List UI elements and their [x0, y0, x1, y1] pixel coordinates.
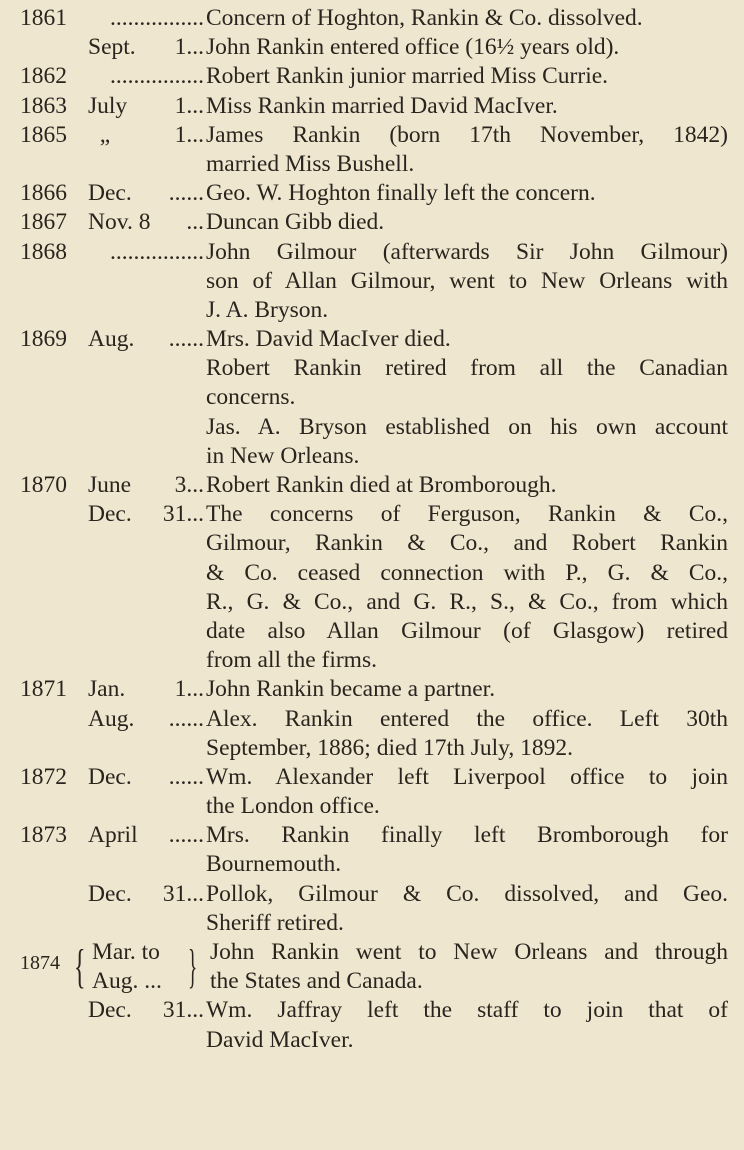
entry-line: [0, 500, 744, 529]
entry-day-leader: ......: [168, 822, 204, 849]
entry-text: in New Orleans.: [206, 442, 360, 469]
entry-text: Robert Rankin died at Bromborough.: [206, 472, 557, 498]
entry-year: 1874: [20, 952, 60, 974]
entry-line: [0, 442, 744, 471]
chronology-page: [0, 4, 744, 1055]
entry-line: [0, 208, 744, 237]
entry-text: the London office.: [206, 793, 380, 820]
entry-month: Dec.: [88, 763, 132, 790]
entry-day-leader: 31...: [162, 501, 204, 528]
entry-text: Robert Rankin junior married Miss Currie.: [206, 63, 609, 90]
entry-text: Bournemouth.: [206, 851, 342, 878]
entry-year: 1871: [20, 676, 67, 703]
entry-day-leader: ......: [168, 763, 204, 790]
chronology-entry: [0, 413, 744, 471]
entry-day-leader: 1...: [174, 121, 204, 148]
entry-line: [0, 62, 744, 91]
chronology-entry: [0, 471, 744, 500]
entry-month: Aug.: [88, 326, 135, 353]
entry-text: September, 1886; died 17th July, 1892.: [206, 734, 573, 761]
entry-line: [0, 179, 744, 208]
entry-month: Dec.: [88, 880, 132, 907]
entry-line: [0, 792, 744, 821]
entry-text: married Miss Bushell.: [206, 150, 415, 177]
entry-year: 1868: [20, 238, 67, 265]
entry-month: Sept.: [88, 34, 136, 61]
entry-month: Jan.: [88, 676, 126, 703]
entry-line: [0, 325, 744, 354]
entry-year: 1867: [20, 209, 67, 236]
chronology-entry: [0, 354, 744, 412]
entry-line: [0, 4, 744, 33]
entry-line: [0, 646, 744, 675]
entry-day-leader: ......: [168, 180, 204, 207]
entry-day-leader: 1...: [174, 92, 204, 119]
entry-text: James Rankin (born 17th November, 1842): [206, 121, 728, 148]
right-brace: }: [188, 940, 198, 993]
entry-day-leader: ......: [168, 705, 204, 732]
entry-day-leader: 1...: [174, 676, 204, 703]
entry-day-leader: 3...: [174, 472, 204, 498]
entry-month: June: [88, 472, 132, 498]
entry-month: April: [88, 822, 138, 849]
entry-text: son of Allan Gilmour, went to New Orleans with: [206, 267, 728, 294]
entry-text: Wm. Alexander left Liverpool office to join: [206, 763, 728, 790]
entry-day-leader: ...: [186, 209, 204, 236]
entry-line: [0, 734, 744, 763]
entry-text: Pollok, Gilmour & Co. dissolved, and Geo.: [206, 880, 728, 907]
entry-text: R., G. & Co., and G. R., S., & Co., from which: [206, 588, 728, 615]
chronology-entry: [0, 880, 744, 938]
entry-text: Mrs. Rankin finally left Bromborough for: [206, 822, 728, 849]
entry-text: The concerns of Ferguson, Rankin & Co.,: [206, 501, 728, 528]
entry-text: Alex. Rankin entered the office. Left 30th: [206, 705, 728, 732]
chronology-entry-bracketed: [0, 938, 744, 996]
entry-line: [0, 559, 744, 588]
entry-year: 1865: [20, 121, 67, 148]
chronology-entry: [0, 705, 744, 763]
entry-text: Miss Rankin married David MacIver.: [206, 92, 558, 119]
chronology-entry: [0, 208, 744, 237]
entry-line: [0, 996, 744, 1025]
entry-line: [0, 267, 744, 296]
entry-year: 1872: [20, 763, 67, 790]
entry-text: Robert Rankin retired from all the Canadian: [206, 355, 728, 382]
left-brace: {: [74, 940, 86, 993]
entry-line: [0, 850, 744, 879]
entry-text: J. A. Bryson.: [206, 296, 329, 323]
entry-month: „: [88, 121, 111, 148]
entry-day-leader: ................: [110, 5, 204, 31]
entry-month: Dec.: [88, 997, 132, 1024]
entry-line: [0, 383, 744, 412]
entry-line: [0, 354, 744, 383]
entry-year: 1869: [20, 326, 67, 353]
entry-year: 1862: [20, 63, 67, 90]
entry-year: 1861: [20, 5, 67, 31]
entry-line: [0, 121, 744, 150]
chronology-entry: [0, 62, 744, 91]
chronology-entry: [0, 33, 744, 62]
entry-text: John Rankin went to New Orleans and through: [210, 939, 728, 965]
chronology-entry: [0, 121, 744, 179]
entry-line: [0, 675, 744, 704]
entry-line: [0, 529, 744, 558]
entry-text: date also Allan Gilmour (of Glasgow) retired: [206, 617, 728, 644]
entry-line: [0, 705, 744, 734]
entry-day-leader: ......: [168, 326, 204, 353]
entry-line: [0, 92, 744, 121]
entry-line: [0, 150, 744, 179]
entry-line: [0, 413, 744, 442]
entry-line: [0, 909, 744, 938]
entry-line: [0, 238, 744, 267]
entry-month: Aug.: [88, 705, 135, 732]
entry-text: & Co. ceased connection with P., G. & Co.,: [206, 559, 728, 586]
entry-month: Aug. ...: [92, 968, 162, 995]
entry-day-leader: ................: [110, 63, 204, 90]
entry-text: concerns.: [206, 384, 296, 411]
entry-month: Mar. to: [92, 939, 160, 965]
chronology-entry: [0, 238, 744, 326]
entry-text: the States and Canada.: [210, 968, 423, 995]
entry-text: Gilmour, Rankin & Co., and Robert Rankin: [206, 530, 728, 557]
entry-text: Duncan Gibb died.: [206, 209, 385, 236]
entry-line: [0, 588, 744, 617]
entry-text: from all the firms.: [206, 647, 377, 674]
entry-day-leader: 31...: [162, 997, 204, 1024]
entry-month: Dec.: [88, 501, 132, 528]
entry-text: Jas. A. Bryson established on his own account: [206, 413, 728, 440]
entry-year: 1863: [20, 92, 67, 119]
entry-day-leader: 31...: [162, 880, 204, 907]
entry-month: Dec.: [88, 180, 132, 207]
entry-year: 1873: [20, 822, 67, 849]
entry-line: [0, 880, 744, 909]
entry-text: Concern of Hoghton, Rankin & Co. dissolved.: [206, 5, 643, 31]
entry-line: [0, 1026, 744, 1055]
entry-text: Sheriff retired.: [206, 909, 344, 936]
entry-day-leader: ................: [110, 238, 204, 265]
entry-line: [0, 33, 744, 62]
entry-text: Mrs. David MacIver died.: [206, 326, 451, 353]
entry-month: July: [88, 92, 128, 119]
entry-text: Wm. Jaffray left the staff to join that of: [206, 997, 728, 1024]
chronology-entry: [0, 500, 744, 675]
chronology-entry: [0, 675, 744, 704]
entry-text: David MacIver.: [206, 1026, 354, 1053]
entry-line: [0, 763, 744, 792]
entry-line: [0, 471, 744, 500]
entry-year: 1870: [20, 472, 67, 498]
entry-text: Geo. W. Hoghton finally left the concern.: [206, 180, 596, 207]
chronology-entry: [0, 821, 744, 879]
entry-text: John Rankin entered office (16½ years old).: [206, 34, 620, 61]
chronology-entry: [0, 763, 744, 821]
chronology-entry: [0, 179, 744, 208]
entry-day-leader: 1...: [174, 34, 204, 61]
chronology-entry: [0, 325, 744, 354]
entry-line: [0, 617, 744, 646]
entry-text: John Gilmour (afterwards Sir John Gilmour): [206, 238, 728, 265]
chronology-entry: [0, 4, 744, 33]
entry-month: Nov. 8: [88, 209, 151, 236]
chronology-entry: [0, 996, 744, 1054]
entry-line: [0, 296, 744, 325]
entry-text: John Rankin became a partner.: [206, 676, 496, 703]
chronology-entry: [0, 92, 744, 121]
entry-line: [0, 821, 744, 850]
entry-year: 1866: [20, 180, 67, 207]
